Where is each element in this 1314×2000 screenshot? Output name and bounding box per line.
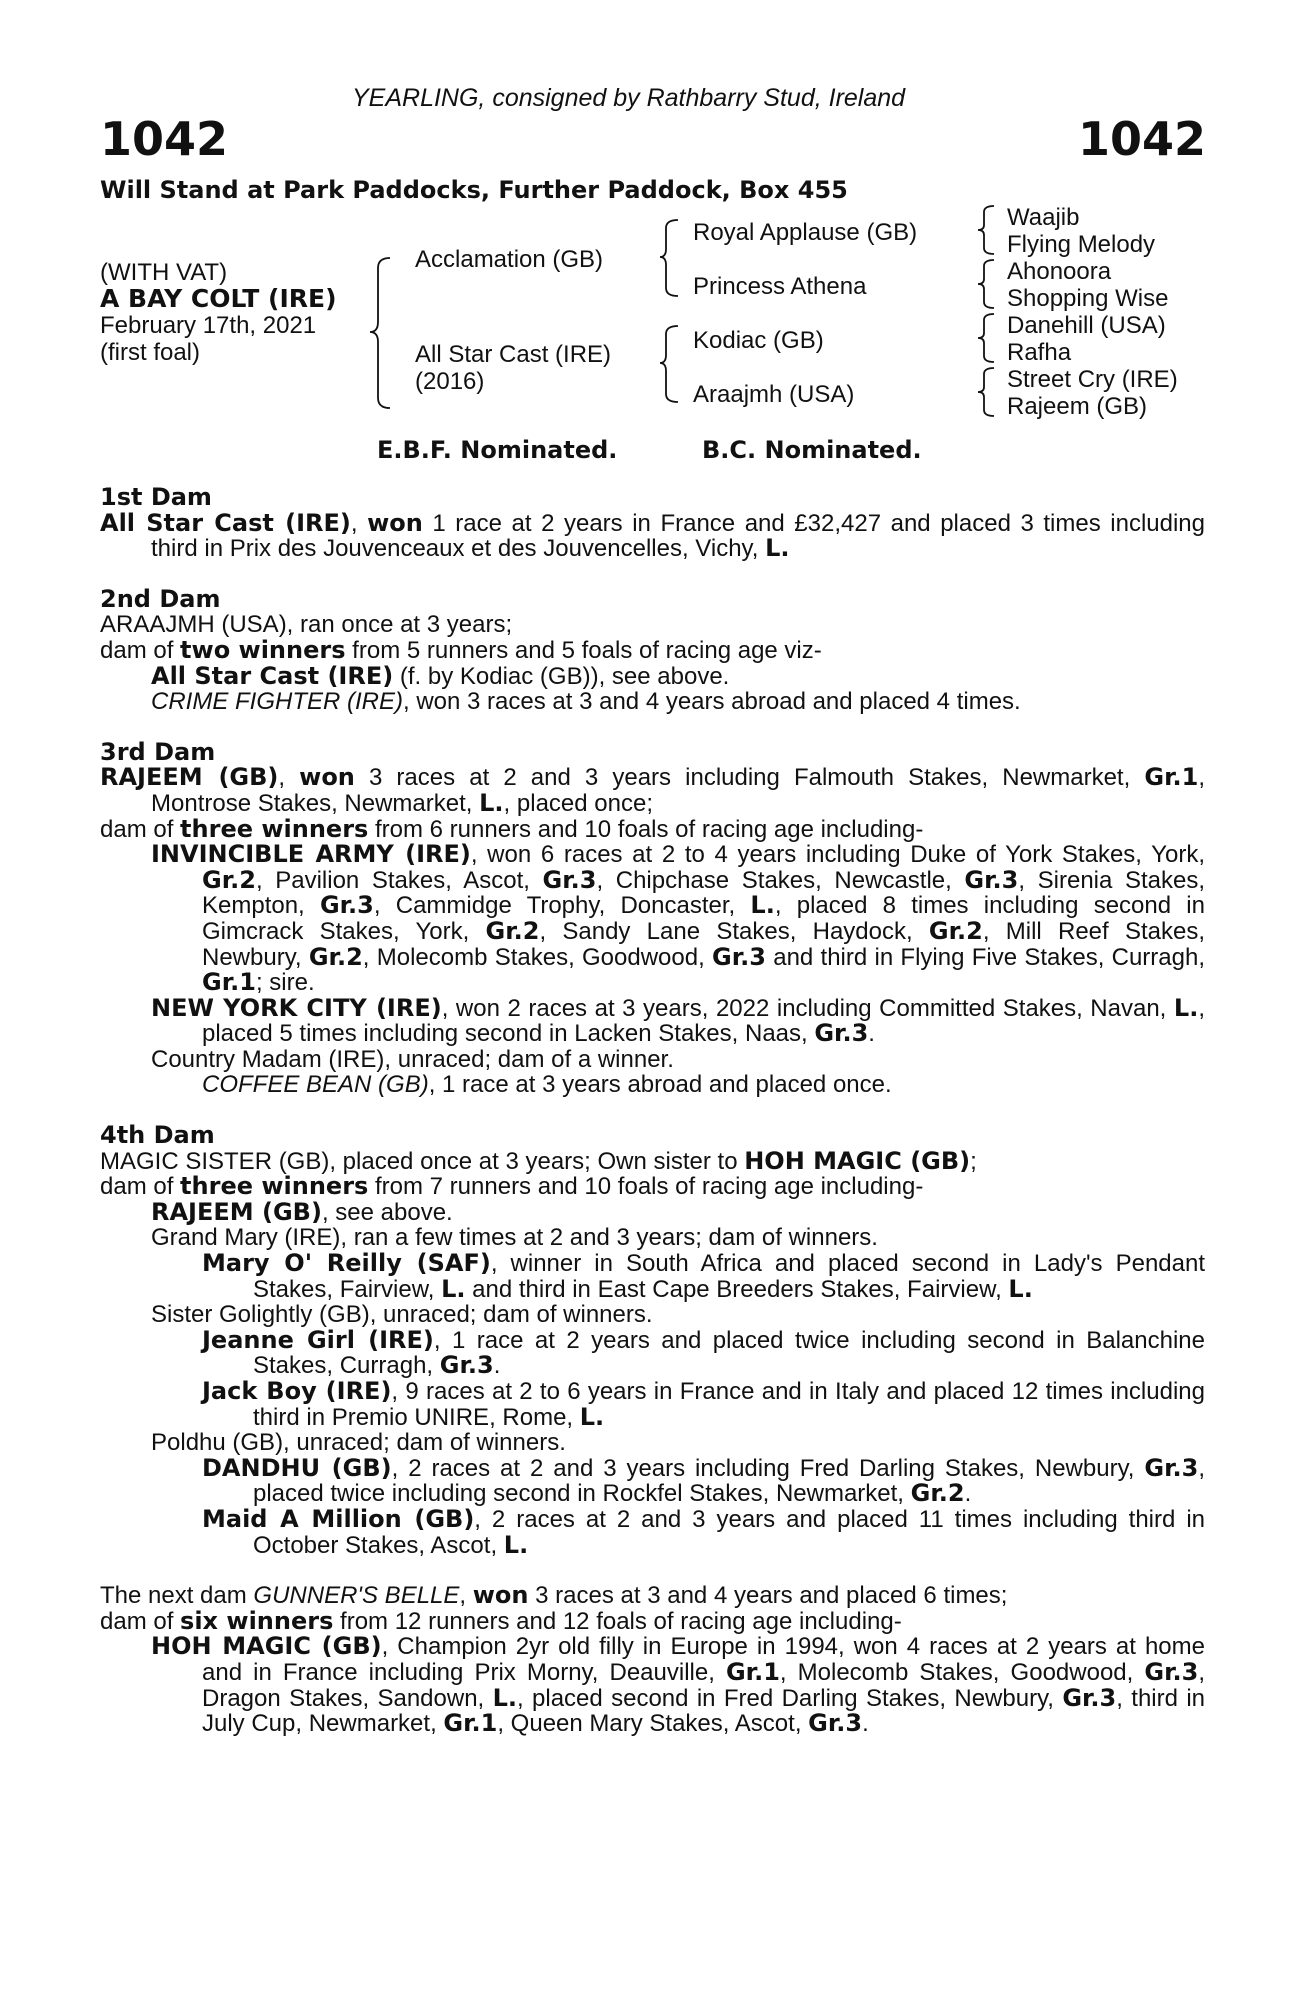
second-dam-heading: 2nd Dam [100,584,221,613]
stabling-location: Will Stand at Park Paddocks, Further Paddock, Box 455 [100,176,848,204]
progeny-entry: Jeanne Girl (IRE), 1 race at 2 years and placed twice including second in Balanchine Stakes, Curragh, Gr.3. [202,1325,1205,1380]
ebf-nomination: E.B.F. Nominated. [377,436,618,464]
horse-name: A BAY COLT (IRE) [100,284,337,313]
ancestor-2: Flying Melody [1007,231,1156,258]
progeny-entry: Grand Mary (IRE), ran a few times at 2 and 3 years; dam of winners. [151,1224,878,1252]
progeny-entry: All Star Cast (IRE) (f. by Kodiac (GB)), see above. [151,661,730,690]
sire: Acclamation (GB) [415,246,604,273]
sire-sire: Royal Applause (GB) [693,219,918,246]
ancestor-6: Rafha [1007,339,1072,366]
second-dam-produce-summary: dam of two winners from 5 runners and 5 foals of racing age viz- [100,635,822,664]
first-dam-record: All Star Cast (IRE), won 1 race at 2 years in France and £32,427 and placed 3 times including third in Prix des Jouvenceaux et des Jouvencelles, Vichy, L. [100,508,1205,563]
progeny-entry: Mary O' Reilly (SAF), winner in South Africa and placed second in Lady's Pendant Stakes, Fairview, L. and third in East Cape Breeders Stakes, Fairview, L. [202,1249,1206,1303]
ancestor-3: Ahonoora [1007,258,1112,285]
dam: All Star Cast (IRE) [415,341,612,368]
progeny-entry: DANDHU (GB), 2 races at 2 and 3 years including Fred Darling Stakes, Newbury, Gr.3, placed twice including second in Rockfel Stakes, Newmarket, Gr.2. [202,1453,1205,1508]
progeny-entry: INVINCIBLE ARMY (IRE), won 6 races at 2 to 4 years including Duke of York Stakes, York, Gr.2, Pavilion Stakes, Ascot, Gr.3, Chipchase Stakes, Newcastle, Gr.3, Sirenia Stakes, Kempton, Gr.3, Cammidge Trophy, Doncaster, L., placed 8 times including second in Gimcrack Stakes, York, Gr.2, Sandy Lane Stakes, Haydock, Gr.2, Mill Reef Stakes, Newbury, Gr.2, Molecomb Stakes, Goodwood, Gr.3 and third in Flying Five Stakes, Curragh, Gr.1; sire. [151,840,1206,997]
lot-number-right: 1042 [1077,112,1206,166]
progeny-entry: Jack Boy (IRE), 9 races at 2 to 6 years in France and in Italy and placed 12 times including third in Premio UNIRE, Rome, L. [202,1377,1205,1431]
progeny-entry: Poldhu (GB), unraced; dam of winners. [151,1429,566,1457]
second-dam-record: ARAAJMH (USA), ran once at 3 years; [100,611,513,639]
foaling-date: February 17th, 2021 [100,312,317,339]
progeny-entry: NEW YORK CITY (IRE), won 2 races at 3 years, 2022 including Committed Stakes, Navan, L., placed 5 times including second in Lacken Stakes, Naas, Gr.3. [151,993,1205,1048]
dam-year: (2016) [415,368,485,395]
third-dam-record: RAJEEM (GB), won 3 races at 2 and 3 years including Falmouth Stakes, Newmarket, Gr.1, Montrose Stakes, Newmarket, L., placed once; [100,763,1205,817]
lot-number-left: 1042 [100,112,229,166]
progeny-entry: COFFEE BEAN (GB), 1 race at 3 years abroad and placed once. [202,1071,892,1099]
bc-nomination: B.C. Nominated. [702,436,922,464]
produce-record [100,485,1205,1737]
progeny-entry: RAJEEM (GB), see above. [151,1197,453,1226]
consignor-subtitle: YEARLING, consigned by Rathbarry Stud, Ireland [352,84,906,112]
progeny-entry: Maid A Million (GB), 2 races at 2 and 3 years and placed 11 times including third in October Stakes, Ascot, L. [202,1504,1205,1559]
fifth-dam-record: The next dam GUNNER'S BELLE, won 3 races at 3 and 4 years and placed 6 times; [100,1581,1008,1610]
progeny-entry: CRIME FIGHTER (IRE), won 3 races at 3 and 4 years abroad and placed 4 times. [151,688,1021,716]
dam-dam: Araajmh (USA) [693,381,855,408]
third-dam-heading: 3rd Dam [100,737,216,766]
first-dam-heading: 1st Dam [100,483,212,511]
ancestor-8: Rajeem (GB) [1007,393,1148,420]
vat-note: (WITH VAT) [100,259,228,286]
progeny-entry: Sister Golightly (GB), unraced; dam of winners. [151,1301,653,1329]
fourth-dam-produce-summary: dam of three winners from 7 runners and 10 foals of racing age including- [100,1172,924,1201]
foal-note: (first foal) [100,339,201,366]
ancestor-7: Street Cry (IRE) [1007,366,1178,393]
fifth-dam-produce-summary: dam of six winners from 12 runners and 12 foals of racing age including- [100,1606,902,1635]
ancestor-5: Danehill (USA) [1007,312,1166,339]
fourth-dam-heading: 4th Dam [100,1121,215,1150]
dam-sire: Kodiac (GB) [693,327,824,354]
sire-dam: Princess Athena [693,273,867,300]
progeny-entry: HOH MAGIC (GB), Champion 2yr old filly in Europe in 1994, won 4 races at 2 years at home and in France including Prix Morny, Deauville, Gr.1, Molecomb Stakes, Goodwood, Gr.3, Dragon Stakes, Sandown, L., placed second in Fred Darling Stakes, Newbury, Gr.3, third in July Cup, Newmarket, Gr.1, Queen Mary Stakes, Ascot, Gr.3. [151,1632,1205,1738]
fourth-dam-record: MAGIC SISTER (GB), placed once at 3 years; Own sister to HOH MAGIC (GB); [100,1146,977,1175]
ancestor-4: Shopping Wise [1007,285,1169,312]
ancestor-1: Waajib [1007,204,1080,231]
third-dam-produce-summary: dam of three winners from 6 runners and 10 foals of racing age including- [100,814,924,843]
progeny-entry: Country Madam (IRE), unraced; dam of a winner. [151,1045,674,1073]
